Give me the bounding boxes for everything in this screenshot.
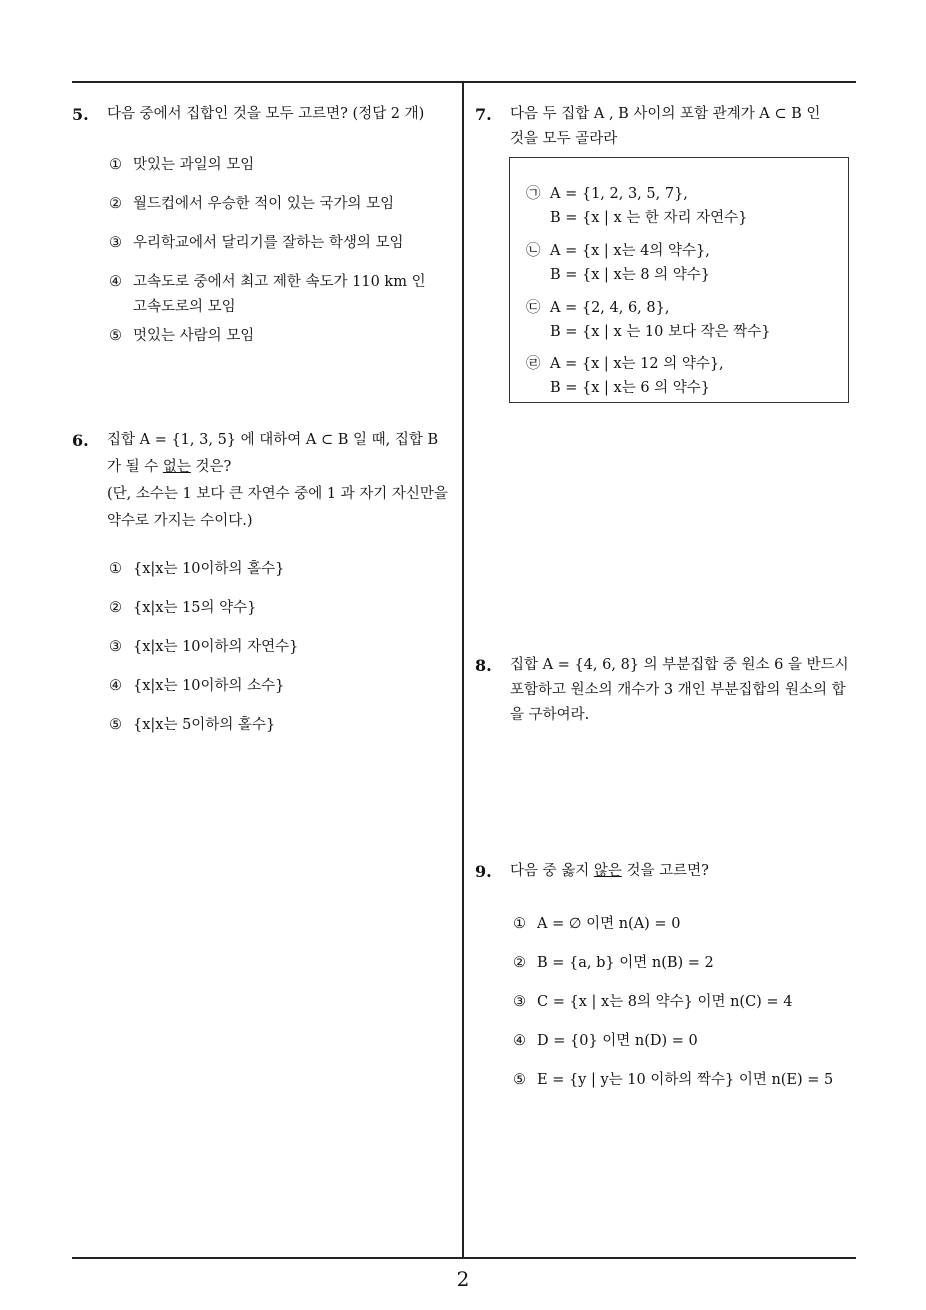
option-text: {x|x는 10이하의 소수} <box>133 678 285 694</box>
question-text <box>510 859 860 884</box>
text-part: 것을 고르면? <box>621 863 709 879</box>
text-part: 것은? <box>190 459 232 475</box>
question-note-line-1: (단, 소수는 1 보다 큰 자연수 중에 1 과 자기 자신만을 <box>107 486 448 502</box>
set-a: A = {2, 4, 6, 8}, <box>550 300 670 316</box>
text-part: 다음 중 옳지 <box>510 863 594 879</box>
option-text: {x|x는 10이하의 홀수} <box>133 561 285 577</box>
option-mark: ① <box>513 916 526 932</box>
question-text-line-3: 을 구하여라. <box>510 707 590 723</box>
option-text: {x|x는 5이하의 홀수} <box>133 717 276 733</box>
choice-mark: ㉢ <box>526 300 541 316</box>
option-mark: ② <box>109 196 122 212</box>
set-a: A = {x | x는 12 의 약수}, <box>550 356 724 372</box>
choice-mark: ㉡ <box>526 243 541 259</box>
q6-option-4[interactable] <box>109 674 284 699</box>
q6-option-2[interactable] <box>109 596 256 621</box>
q9-option-2[interactable] <box>513 951 714 976</box>
q7-choice-2[interactable] <box>526 239 710 287</box>
question-6 <box>72 428 462 534</box>
option-mark: ③ <box>513 994 526 1010</box>
option-mark: ④ <box>513 1033 526 1049</box>
set-b: B = {x | x는 6 의 약수} <box>550 380 711 396</box>
set-a: A = {x | x는 4의 약수}, <box>550 243 710 259</box>
question-number: 7. <box>475 105 492 124</box>
option-text: {x|x는 10이하의 자연수} <box>133 639 299 655</box>
q5-option-2[interactable] <box>109 192 394 217</box>
option-mark: ① <box>109 157 122 173</box>
question-note-line-2: 약수로 가지는 수이다.) <box>107 513 253 529</box>
option-text: 멋있는 사람의 모임 <box>133 328 255 344</box>
option-mark: ⑤ <box>109 328 122 344</box>
option-mark: ④ <box>109 678 122 694</box>
underlined-word: 않은 <box>593 863 622 879</box>
option-mark: ② <box>109 600 122 616</box>
question-number: 8. <box>475 656 492 675</box>
question-text-line-1: 다음 두 집합 A , B 사이의 포함 관계가 A ⊂ B 인 <box>510 106 821 122</box>
option-text: C = {x | x는 8의 약수} 이면 n(C) = 4 <box>537 994 793 1010</box>
question-5 <box>72 102 457 127</box>
q6-option-1[interactable] <box>109 557 284 582</box>
top-rule <box>72 81 856 83</box>
option-text: 고속도로 중에서 최고 제한 속도가 110 km 인 <box>133 274 426 290</box>
q5-option-4[interactable] <box>109 270 426 320</box>
option-text: 맛있는 과일의 모임 <box>133 157 255 173</box>
page-number: 2 <box>456 1267 470 1291</box>
option-mark: ④ <box>109 274 122 290</box>
option-text: B = {a, b} 이면 n(B) = 2 <box>537 955 714 971</box>
option-text: 월드컵에서 우승한 적이 있는 국가의 모임 <box>133 196 395 212</box>
question-number: 9. <box>475 862 492 881</box>
underlined-word: 없는 <box>162 459 191 475</box>
question-text-line-2: 것을 모두 골라라 <box>510 131 618 147</box>
question-text-line-2: 포함하고 원소의 개수가 3 개인 부분집합의 원소의 합 <box>510 682 846 698</box>
q5-option-5[interactable] <box>109 324 254 349</box>
option-text: {x|x는 15의 약수} <box>133 600 257 616</box>
q6-option-3[interactable] <box>109 635 298 660</box>
option-mark: ② <box>513 955 526 971</box>
option-text-continued: 고속도로의 모임 <box>133 299 236 315</box>
choice-mark: ㉣ <box>526 356 541 372</box>
q7-choice-3[interactable] <box>526 296 770 344</box>
column-divider <box>462 82 464 1258</box>
question-number: 5. <box>72 105 89 124</box>
q9-option-1[interactable] <box>513 912 680 937</box>
set-b: B = {x | x는 8 의 약수} <box>550 267 711 283</box>
option-mark: ③ <box>109 235 122 251</box>
question-text: 다음 중에서 집합인 것을 모두 고르면? (정답 2 개) <box>107 106 425 122</box>
choice-mark: ㉠ <box>526 186 541 202</box>
option-mark: ⑤ <box>109 717 122 733</box>
option-text: D = {0} 이면 n(D) = 0 <box>537 1033 698 1049</box>
q7-choice-4[interactable] <box>526 352 724 400</box>
q7-choice-1[interactable] <box>526 182 747 230</box>
question-text-line-1: 집합 A = {4, 6, 8} 의 부분집합 중 원소 6 을 반드시 <box>510 657 849 673</box>
option-text: A = ∅ 이면 n(A) = 0 <box>537 916 681 932</box>
option-mark: ⑤ <box>513 1072 526 1088</box>
q5-option-1[interactable] <box>109 153 254 178</box>
question-number: 6. <box>72 431 89 450</box>
set-b: B = {x | x 는 10 보다 작은 짝수} <box>550 324 771 340</box>
option-text: E = {y | y는 10 이하의 짝수} 이면 n(E) = 5 <box>537 1072 834 1088</box>
option-mark: ① <box>109 561 122 577</box>
q9-option-4[interactable] <box>513 1029 698 1054</box>
q5-option-3[interactable] <box>109 231 404 256</box>
choices-box <box>509 157 849 403</box>
option-text: 우리학교에서 달리기를 잘하는 학생의 모임 <box>133 235 404 251</box>
option-mark: ③ <box>109 639 122 655</box>
text-part: 가 될 수 <box>107 459 163 475</box>
set-b: B = {x | x 는 한 자리 자연수} <box>550 210 748 226</box>
question-text-line-1: 집합 A = {1, 3, 5} 에 대하여 A ⊂ B 일 때, 집합 B <box>107 432 439 448</box>
q9-option-3[interactable] <box>513 990 792 1015</box>
question-text-line-2 <box>107 455 462 480</box>
question-7 <box>475 102 860 152</box>
q9-option-5[interactable] <box>513 1068 833 1093</box>
question-9 <box>475 859 860 884</box>
bottom-rule <box>72 1257 856 1259</box>
q6-option-5[interactable] <box>109 713 275 738</box>
set-a: A = {1, 2, 3, 5, 7}, <box>550 186 688 202</box>
question-8 <box>475 653 860 728</box>
